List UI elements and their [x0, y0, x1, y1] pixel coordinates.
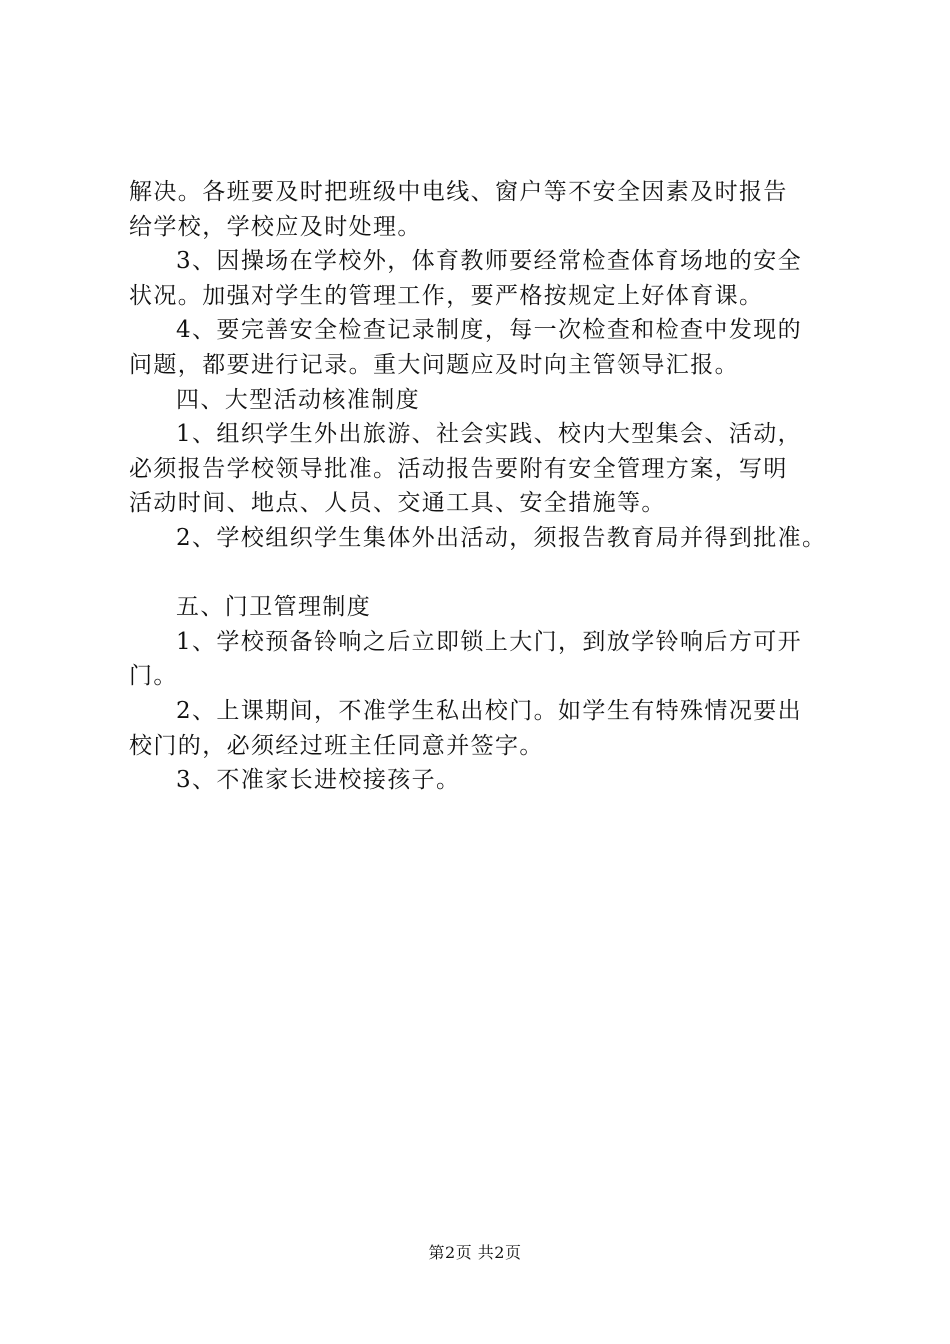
section-heading: 四、大型活动核准制度 [176, 386, 420, 413]
text-line: 问题，都要进行记录。重大问题应及时向主管领导汇报。 [129, 351, 739, 378]
text-line: 3、不准家长进校接孩子。 [176, 767, 461, 794]
text-line: 给学校，学校应及时处理。 [129, 213, 422, 240]
text-line: 活动时间、地点、人员、交通工具、安全措施等。 [129, 490, 666, 517]
text-line: 4、要完善安全检查记录制度，每一次检查和检查中发现的 [176, 317, 803, 344]
text-line: 必须报告学校领导批准。活动报告要附有安全管理方案，写明 [129, 455, 788, 482]
text-line: 门。 [129, 663, 178, 690]
text-line: 2、上课期间，不准学生私出校门。如学生有特殊情况要出 [176, 697, 803, 724]
text-line: 3、因操场在学校外，体育教师要经常检查体育场地的安全 [176, 248, 803, 275]
paragraph-gap [129, 556, 849, 591]
page-footer: 第2页 共2页 [428, 1243, 522, 1262]
document-body [129, 175, 849, 798]
text-line: 解决。各班要及时把班级中电线、窗户等不安全因素及时报告 [129, 179, 788, 205]
text-line: 2、学校组织学生集体外出活动，须报告教育局并得到批准。 [176, 524, 827, 551]
text-line: 校门的，必须经过班主任同意并签字。 [129, 732, 544, 759]
text-line: 1、学校预备铃响之后立即锁上大门，到放学铃响后方可开 [176, 628, 803, 655]
text-line: 1、组织学生外出旅游、社会实践、校内大型集会、活动， [176, 421, 803, 448]
text-line: 状况。加强对学生的管理工作，要严格按规定上好体育课。 [129, 282, 764, 309]
section-heading: 五、门卫管理制度 [176, 594, 372, 621]
